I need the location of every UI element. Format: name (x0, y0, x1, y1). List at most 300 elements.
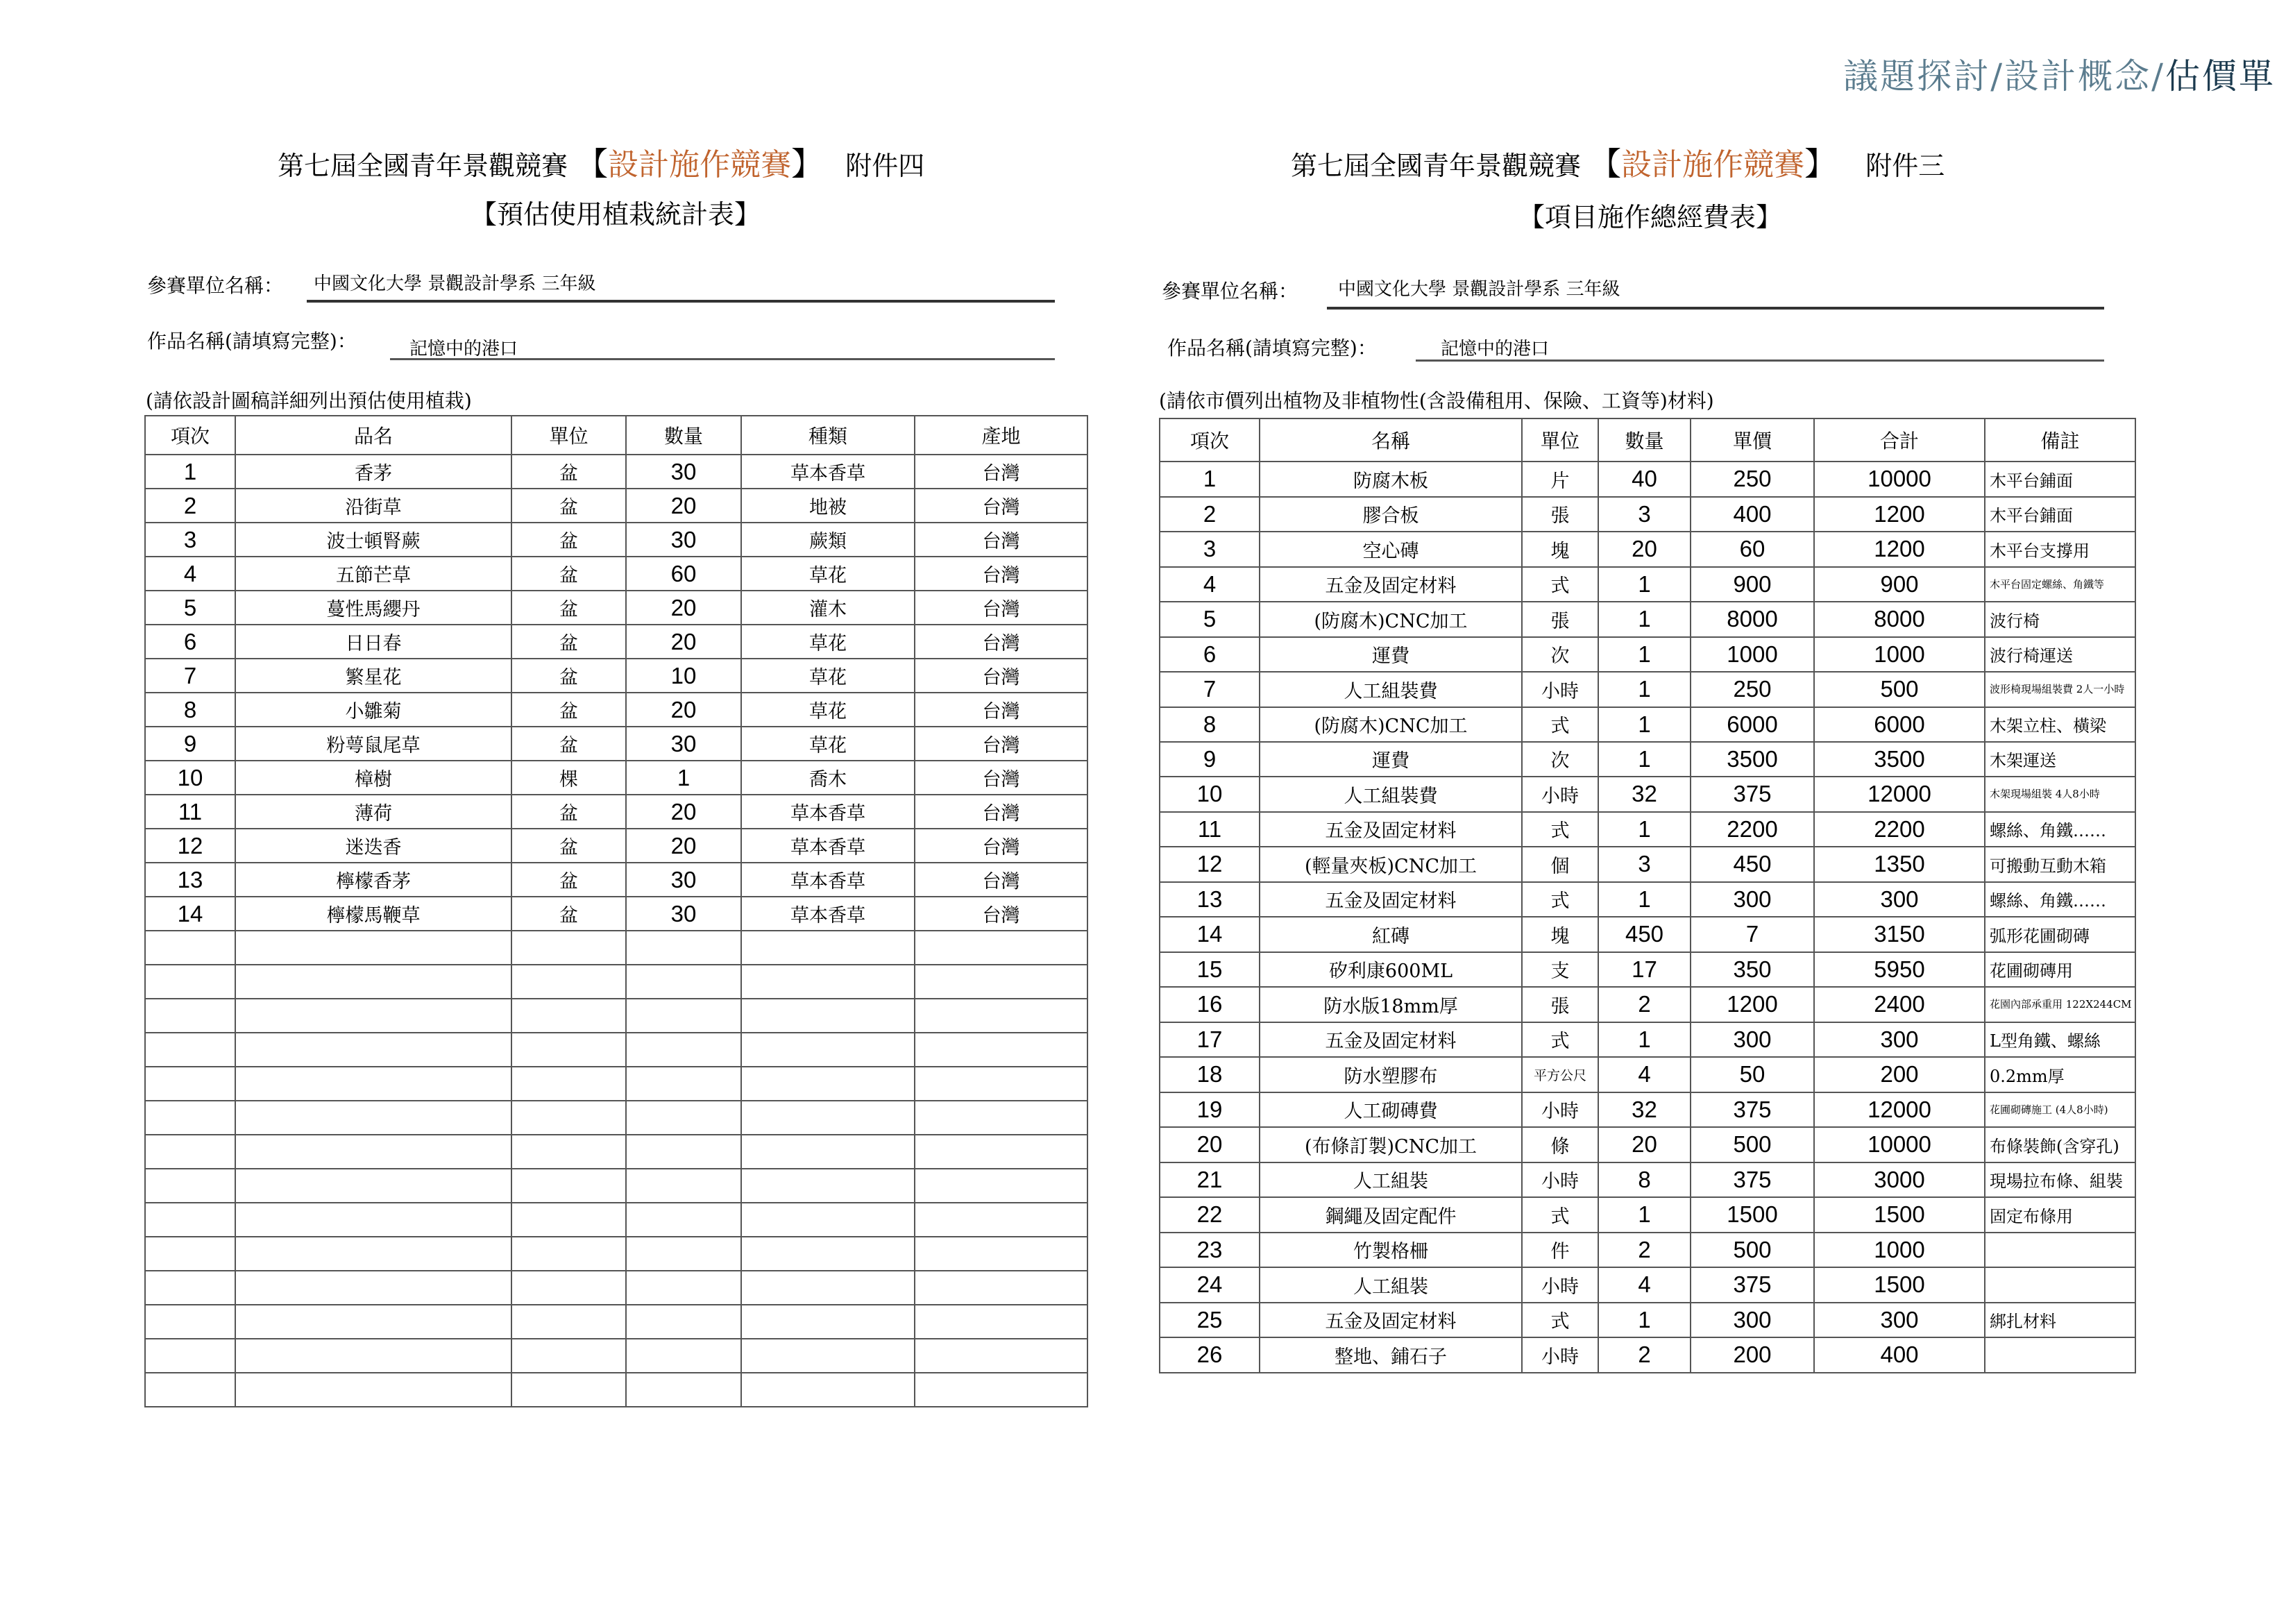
table-row (145, 829, 1087, 863)
empty-cell (235, 1373, 511, 1407)
table-cell: 1000 (1814, 637, 1985, 673)
table-cell: 5 (145, 591, 235, 625)
table-cell: 10 (145, 761, 235, 795)
table-cell: 1 (1598, 1197, 1691, 1233)
table-cell: 900 (1691, 567, 1814, 602)
empty-cell (915, 1305, 1087, 1339)
work-value: 記憶中的港口 (409, 339, 518, 360)
table-row (1160, 1057, 2135, 1092)
empty-cell (626, 1373, 741, 1407)
table-cell: 木平台鋪面 (1985, 462, 2135, 497)
table-cell: 200 (1814, 1057, 1985, 1092)
table-cell: 900 (1814, 567, 1985, 602)
empty-cell (235, 1101, 511, 1135)
unit-value: 中國文化大學 景觀設計學系 三年級 (1338, 279, 1620, 300)
table-cell: 式 (1522, 707, 1598, 742)
table-cell: 迷迭香 (235, 829, 511, 863)
table-row (1160, 672, 2135, 707)
empty-cell (915, 1033, 1087, 1067)
empty-cell (915, 1203, 1087, 1237)
table-row (1160, 1022, 2135, 1058)
empty-cell (626, 1305, 741, 1339)
unit-value: 中國文化大學 景觀設計學系 三年級 (314, 273, 596, 294)
empty-cell (915, 1101, 1087, 1135)
column-header: 單價 (1691, 418, 1814, 462)
table-note: (請依設計圖稿詳細列出預估使用植栽) (146, 389, 472, 412)
unit-label: 參賽單位名稱： (1162, 280, 1298, 303)
empty-cell (511, 999, 626, 1033)
table-cell: 17 (1598, 952, 1691, 988)
empty-cell (741, 1339, 915, 1373)
contest-header: 第七屆全國青年景觀競賽 【設計施作競賽】 附件四 (278, 145, 925, 183)
empty-row (145, 1373, 1087, 1407)
table-cell: 灌木 (741, 591, 915, 625)
empty-cell (915, 1271, 1087, 1305)
table-cell: 盆 (511, 863, 626, 897)
empty-cell (145, 1271, 235, 1305)
empty-cell (511, 1135, 626, 1169)
table-row (145, 897, 1087, 931)
attachment-label: 附件四 (845, 151, 925, 181)
empty-cell (235, 965, 511, 999)
table-cell: 450 (1691, 847, 1814, 882)
empty-cell (145, 1203, 235, 1237)
table-cell: 小時 (1522, 1162, 1598, 1198)
table-cell: 40 (1598, 462, 1691, 497)
table-cell: 運費 (1260, 742, 1522, 777)
table-cell: 3 (1160, 532, 1260, 567)
work-label: 作品名稱(請填寫完整)： (1167, 337, 1377, 360)
table-row (1160, 532, 2135, 567)
table-cell: 4 (1160, 567, 1260, 602)
table-cell: 喬木 (741, 761, 915, 795)
empty-cell (626, 1101, 741, 1135)
table-cell: 22 (1160, 1197, 1260, 1233)
table-cell: 8 (145, 693, 235, 727)
table-cell: 台灣 (915, 523, 1087, 557)
table-cell: 台灣 (915, 795, 1087, 829)
table-cell: 9 (1160, 742, 1260, 777)
empty-cell (235, 1237, 511, 1271)
table-cell: 21 (1160, 1162, 1260, 1198)
column-header: 單位 (1522, 418, 1598, 462)
table-cell: 片 (1522, 462, 1598, 497)
table-cell: 螺絲、角鐵…… (1985, 882, 2135, 917)
empty-row (145, 1101, 1087, 1135)
table-cell: L型角鐵、螺絲 (1985, 1022, 2135, 1058)
table-cell: 32 (1598, 1092, 1691, 1128)
table-cell: 草本香草 (741, 795, 915, 829)
table-row (145, 523, 1087, 557)
empty-cell (511, 1067, 626, 1101)
table-header-row (145, 416, 1087, 455)
table-cell: 1350 (1814, 847, 1985, 882)
table-cell: 防水塑膠布 (1260, 1057, 1522, 1092)
column-header: 數量 (626, 416, 741, 455)
table-cell: 3150 (1814, 917, 1985, 952)
table-row (1160, 637, 2135, 673)
table-cell: 1 (1598, 672, 1691, 707)
table-cell: 20 (1598, 1127, 1691, 1162)
table-cell: 15 (1160, 952, 1260, 988)
empty-cell (626, 999, 741, 1033)
table-cell: 台灣 (915, 897, 1087, 931)
table-cell: 草本香草 (741, 455, 915, 489)
table-cell: 6 (1160, 637, 1260, 673)
attachment-label: 附件三 (1865, 151, 1945, 181)
empty-cell (511, 1271, 626, 1305)
table-cell: 1 (1598, 742, 1691, 777)
table-cell: 盆 (511, 455, 626, 489)
table-cell: 1 (1598, 1303, 1691, 1338)
table-cell: 10 (626, 659, 741, 693)
table-cell: 張 (1522, 602, 1598, 637)
table-cell: 小時 (1522, 1267, 1598, 1303)
table-cell: 草花 (741, 693, 915, 727)
table-row (145, 863, 1087, 897)
table-cell: 沿街草 (235, 489, 511, 523)
table-row (1160, 847, 2135, 882)
table-cell: 375 (1691, 1267, 1814, 1303)
table-cell: 12000 (1814, 1092, 1985, 1128)
table-cell: 4 (145, 557, 235, 591)
empty-row (145, 1135, 1087, 1169)
empty-row (145, 1067, 1087, 1101)
table-cell: 盆 (511, 489, 626, 523)
table-cell: 波士頓腎蕨 (235, 523, 511, 557)
table-cell: 樟樹 (235, 761, 511, 795)
empty-cell (741, 1271, 915, 1305)
table-cell: 375 (1691, 1162, 1814, 1198)
empty-cell (741, 931, 915, 965)
table-row (1160, 1337, 2135, 1373)
table-cell: 防腐木板 (1260, 462, 1522, 497)
competition-name: 設計施作競賽 (608, 147, 792, 183)
empty-cell (626, 1203, 741, 1237)
table-cell: 20 (626, 795, 741, 829)
table-cell: 3500 (1814, 742, 1985, 777)
table-cell: 式 (1522, 1197, 1598, 1233)
table-cell: (輕量夾板)CNC加工 (1260, 847, 1522, 882)
table-cell: 14 (1160, 917, 1260, 952)
table-cell: 人工組裝費 (1260, 672, 1522, 707)
table-cell: 19 (1160, 1092, 1260, 1128)
table-cell: 支 (1522, 952, 1598, 988)
empty-row (145, 1339, 1087, 1373)
column-header: 備註 (1985, 418, 2135, 462)
empty-cell (626, 1135, 741, 1169)
table-cell: 5 (1160, 602, 1260, 637)
table-cell: 10 (1160, 777, 1260, 812)
table-cell: 300 (1691, 1303, 1814, 1338)
empty-cell (145, 1169, 235, 1203)
table-cell: 1 (1598, 1022, 1691, 1058)
table-cell: 7 (145, 659, 235, 693)
table-cell: 500 (1691, 1233, 1814, 1268)
table-cell: 1 (145, 455, 235, 489)
table-cell: 3500 (1691, 742, 1814, 777)
table-cell: 竹製格柵 (1260, 1233, 1522, 1268)
table-cell: 木架立柱、橫梁 (1985, 707, 2135, 742)
table-cell: 草花 (741, 659, 915, 693)
table-cell: 1 (626, 761, 741, 795)
empty-cell (235, 1033, 511, 1067)
table-cell: 30 (626, 897, 741, 931)
table-cell: 1500 (1814, 1267, 1985, 1303)
table-cell: 20 (626, 591, 741, 625)
table-cell: 地被 (741, 489, 915, 523)
table-cell: 盆 (511, 897, 626, 931)
table-cell: 1200 (1691, 987, 1814, 1022)
table-cell: 1 (1598, 812, 1691, 847)
empty-cell (741, 1101, 915, 1135)
empty-cell (145, 1101, 235, 1135)
empty-row (145, 1169, 1087, 1203)
empty-cell (741, 1135, 915, 1169)
empty-cell (915, 1135, 1087, 1169)
table-cell: 12 (1160, 847, 1260, 882)
table-cell: 波行椅 (1985, 602, 2135, 637)
table-cell: 20 (626, 693, 741, 727)
table-cell: 20 (626, 625, 741, 659)
table-cell: 運費 (1260, 637, 1522, 673)
table-cell: 檸檬馬鞭草 (235, 897, 511, 931)
empty-cell (915, 1339, 1087, 1373)
table-cell: 波行椅運送 (1985, 637, 2135, 673)
table-cell: 300 (1691, 882, 1814, 917)
underline (1327, 307, 2104, 310)
table-cell: 草花 (741, 727, 915, 761)
table-cell: 香茅 (235, 455, 511, 489)
table-cell: 1 (1160, 462, 1260, 497)
empty-row (145, 1033, 1087, 1067)
table-row (145, 625, 1087, 659)
column-header: 名稱 (1260, 418, 1522, 462)
table-cell: 紅磚 (1260, 917, 1522, 952)
budget-table (1159, 418, 2136, 1373)
table-cell: 3000 (1814, 1162, 1985, 1198)
table-cell: 五金及固定材料 (1260, 1022, 1522, 1058)
table-cell: 繁星花 (235, 659, 511, 693)
table-cell: 32 (1598, 777, 1691, 812)
empty-cell (511, 1373, 626, 1407)
table-cell: 整地、鋪石子 (1260, 1337, 1522, 1373)
table-cell: 16 (1160, 987, 1260, 1022)
sheet-subtitle: 【項目施作總經費表】 (1518, 202, 1783, 232)
table-cell: 張 (1522, 497, 1598, 532)
table-cell: 300 (1814, 1303, 1985, 1338)
empty-cell (145, 1373, 235, 1407)
unit-label: 參賽單位名稱： (147, 274, 284, 297)
contest-header: 第七屆全國青年景觀競賽 【設計施作競賽】 附件三 (1291, 145, 1945, 183)
column-header: 合計 (1814, 418, 1985, 462)
table-cell: 4 (1598, 1267, 1691, 1303)
table-cell: 2 (1598, 1233, 1691, 1268)
table-cell: 8 (1598, 1162, 1691, 1198)
table-cell: 件 (1522, 1233, 1598, 1268)
table-cell: 台灣 (915, 829, 1087, 863)
table-row (145, 761, 1087, 795)
table-cell: 式 (1522, 1022, 1598, 1058)
table-cell: 木架現場組裝 4人8小時 (1985, 777, 2135, 812)
table-row (1160, 917, 2135, 952)
table-cell: 20 (626, 489, 741, 523)
table-cell: 人工砌磚費 (1260, 1092, 1522, 1128)
table-cell: 木平台固定螺絲、角鐵等 (1985, 567, 2135, 602)
table-cell: 螺絲、角鐵…… (1985, 812, 2135, 847)
table-row (145, 659, 1087, 693)
table-cell: 布條裝飾(含穿孔) (1985, 1127, 2135, 1162)
table-cell: (布條訂製)CNC加工 (1260, 1127, 1522, 1162)
table-cell: 1 (1598, 637, 1691, 673)
table-cell: 木平台支撐用 (1985, 532, 2135, 567)
work-label: 作品名稱(請填寫完整)： (147, 330, 357, 353)
table-cell: 花圃砌磚用 (1985, 952, 2135, 988)
table-cell: 小時 (1522, 672, 1598, 707)
empty-cell (741, 1237, 915, 1271)
empty-cell (235, 1203, 511, 1237)
table-row (1160, 1092, 2135, 1128)
table-cell: 台灣 (915, 659, 1087, 693)
table-row (1160, 462, 2135, 497)
table-cell: 台灣 (915, 489, 1087, 523)
table-cell: 檸檬香茅 (235, 863, 511, 897)
table-cell: 2 (1598, 1337, 1691, 1373)
table-row (1160, 602, 2135, 637)
empty-row (145, 1203, 1087, 1237)
table-cell: (防腐木)CNC加工 (1260, 602, 1522, 637)
empty-cell (741, 1305, 915, 1339)
column-header: 品名 (235, 416, 511, 455)
empty-cell (915, 1169, 1087, 1203)
table-row (145, 795, 1087, 829)
table-cell: 26 (1160, 1337, 1260, 1373)
table-cell: 塊 (1522, 917, 1598, 952)
table-cell: 盆 (511, 693, 626, 727)
empty-cell (145, 1067, 235, 1101)
empty-cell (626, 931, 741, 965)
table-cell: 3 (1598, 497, 1691, 532)
table-row (145, 455, 1087, 489)
table-cell: 盆 (511, 625, 626, 659)
empty-cell (235, 1135, 511, 1169)
empty-cell (145, 1135, 235, 1169)
table-row (1160, 1233, 2135, 1268)
empty-cell (235, 999, 511, 1033)
table-cell: 綁扎材料 (1985, 1303, 2135, 1338)
plant-table (144, 415, 1088, 1407)
table-cell: 6000 (1691, 707, 1814, 742)
table-cell: 盆 (511, 557, 626, 591)
table-row (1160, 812, 2135, 847)
table-cell: 條 (1522, 1127, 1598, 1162)
underline (390, 358, 1055, 360)
table-cell: 小時 (1522, 1092, 1598, 1128)
table-cell: 250 (1691, 672, 1814, 707)
table-cell: 6000 (1814, 707, 1985, 742)
table-cell: 30 (626, 523, 741, 557)
table-cell: 30 (626, 863, 741, 897)
page-title: 議題探討/設計概念/估價單 (1843, 56, 2276, 96)
table-row (145, 591, 1087, 625)
table-cell: 1 (1598, 707, 1691, 742)
table-cell: 50 (1691, 1057, 1814, 1092)
empty-cell (145, 931, 235, 965)
table-cell: 草本香草 (741, 897, 915, 931)
table-row (1160, 707, 2135, 742)
table-cell: 張 (1522, 987, 1598, 1022)
table-cell (1985, 1233, 2135, 1268)
empty-cell (145, 1237, 235, 1271)
table-cell: 平方公尺 (1522, 1057, 1598, 1092)
table-cell: 花圃砌磚施工 (4人8小時) (1985, 1092, 2135, 1128)
table-row (1160, 742, 2135, 777)
table-cell: 400 (1814, 1337, 1985, 1373)
empty-cell (235, 931, 511, 965)
table-cell: 五金及固定材料 (1260, 882, 1522, 917)
empty-cell (626, 1339, 741, 1373)
table-cell: 次 (1522, 637, 1598, 673)
table-cell: 粉萼鼠尾草 (235, 727, 511, 761)
table-cell: 木架運送 (1985, 742, 2135, 777)
empty-row (145, 965, 1087, 999)
empty-cell (511, 1339, 626, 1373)
competition-name: 設計施作競賽 (1621, 147, 1805, 183)
table-cell: 8000 (1691, 602, 1814, 637)
table-cell: 7 (1691, 917, 1814, 952)
table-cell: 五金及固定材料 (1260, 812, 1522, 847)
table-row (1160, 1197, 2135, 1233)
table-cell: 7 (1160, 672, 1260, 707)
empty-cell (145, 999, 235, 1033)
table-cell: 空心磚 (1260, 532, 1522, 567)
table-cell: 1 (1598, 882, 1691, 917)
table-cell: 300 (1691, 1022, 1814, 1058)
empty-cell (741, 999, 915, 1033)
column-header: 項次 (145, 416, 235, 455)
table-cell (1985, 1337, 2135, 1373)
table-cell: 250 (1691, 462, 1814, 497)
table-cell: 6 (145, 625, 235, 659)
table-row (145, 727, 1087, 761)
empty-cell (235, 1271, 511, 1305)
table-cell: 20 (1598, 532, 1691, 567)
table-cell: 450 (1598, 917, 1691, 952)
table-cell: 台灣 (915, 455, 1087, 489)
table-cell: 台灣 (915, 727, 1087, 761)
empty-cell (626, 1067, 741, 1101)
table-cell: 盆 (511, 659, 626, 693)
table-cell: 草本香草 (741, 863, 915, 897)
empty-cell (741, 1203, 915, 1237)
table-cell: 11 (1160, 812, 1260, 847)
table-cell: 1200 (1814, 532, 1985, 567)
empty-cell (145, 965, 235, 999)
empty-cell (741, 1169, 915, 1203)
empty-cell (511, 1305, 626, 1339)
table-row (1160, 777, 2135, 812)
table-row (145, 693, 1087, 727)
table-row (145, 489, 1087, 523)
empty-cell (511, 1203, 626, 1237)
work-value: 記憶中的港口 (1441, 339, 1550, 360)
table-header-row (1160, 418, 2135, 462)
table-cell: 375 (1691, 1092, 1814, 1128)
empty-cell (145, 1339, 235, 1373)
empty-row (145, 931, 1087, 965)
table-cell: 30 (626, 727, 741, 761)
table-cell: 500 (1814, 672, 1985, 707)
